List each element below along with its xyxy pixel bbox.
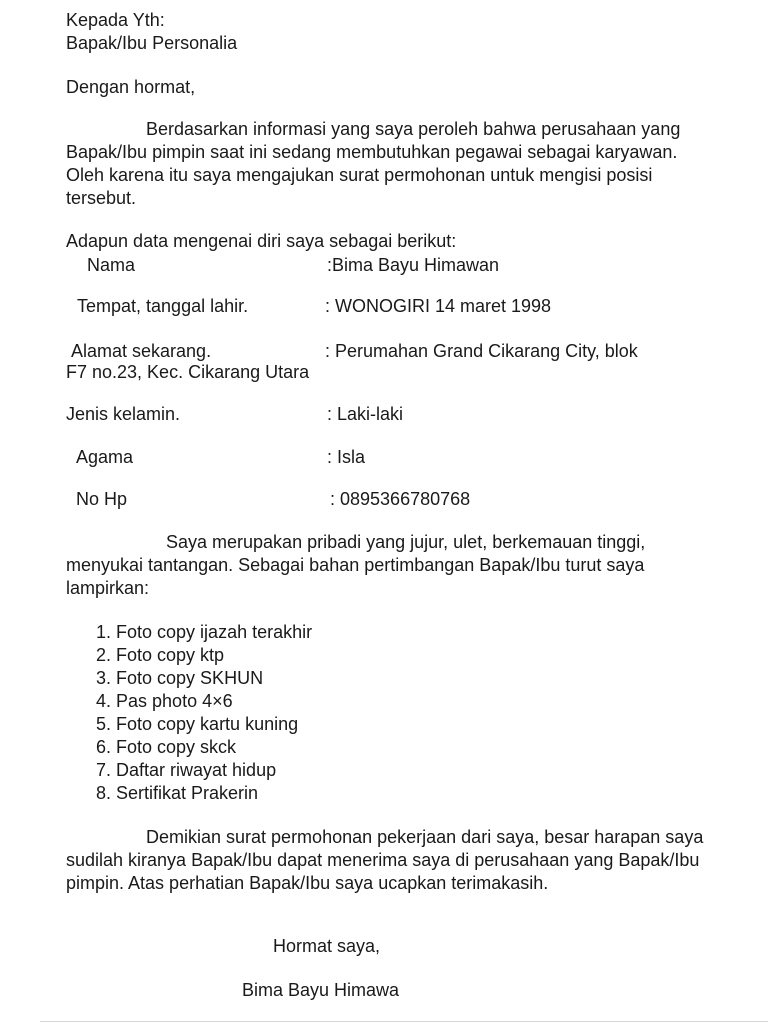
list-item: 4. Pas photo 4×6 [96,691,233,711]
field-value-continuation: F7 no.23, Kec. Cikarang Utara [66,362,310,382]
list-item: 1. Foto copy ijazah terakhir [96,622,313,642]
page-edge-divider [40,1021,768,1022]
list-item: 8. Sertifikat Prakerin [96,783,259,803]
field-value: : Isla [327,447,366,467]
field-value: : Perumahan Grand Cikarang City, blok [325,341,638,361]
signature-name: Bima Bayu Himawa [242,980,400,1000]
attachment-list [96,621,312,805]
field-label: No Hp [76,489,128,509]
field-label: Alamat sekarang. [71,341,212,361]
personal-paragraph: Saya merupakan pribadi yang jujur, ulet, berkemauan tinggi, menyukai tantangan. Sebagai bahan pertimbangan Bapak/Ibu turut saya lampirkan: [66,532,646,598]
list-item: 7. Daftar riwayat hidup [96,760,277,780]
list-item: 6. Foto copy skck [96,737,237,757]
addressee-line-1: Kepada Yth: [66,10,165,30]
list-item: 3. Foto copy SKHUN [96,668,264,688]
field-label: Agama [76,447,134,467]
field-value: : Laki-laki [327,404,404,424]
field-value: : WONOGIRI 14 maret 1998 [325,296,552,316]
field-label: Jenis kelamin. [66,404,181,424]
data-heading: Adapun data mengenai diri saya sebagai berikut: [66,231,457,251]
field-value: : 0895366780768 [330,489,471,509]
list-item: 5. Foto copy kartu kuning [96,714,299,734]
list-item: 2. Foto copy ktp [96,645,225,665]
field-label: Nama [87,255,136,275]
greeting: Dengan hormat, [66,77,196,97]
intro-paragraph: Berdasarkan informasi yang saya peroleh bahwa perusahaan yang Bapak/Ibu pimpin saat ini sedang membutuhkan pegawai sebagai karyawan. Oleh karena itu saya mengajukan surat permohonan untuk mengisi posisi tersebut. [66,119,681,208]
field-value: :Bima Bayu Himawan [327,255,500,275]
addressee-line-2: Bapak/Ibu Personalia [66,33,238,53]
field-label: Tempat, tanggal lahir. [77,296,249,316]
closing-paragraph: Demikian surat permohonan pekerjaan dari saya, besar harapan saya sudilah kiranya Bapak/Ibu dapat menerima saya di perusahaan yang Bapak/Ibu pimpin. Atas perhatian Bapak/Ibu saya ucapkan terimakasih. [66,827,704,893]
signoff: Hormat saya, [273,936,381,956]
